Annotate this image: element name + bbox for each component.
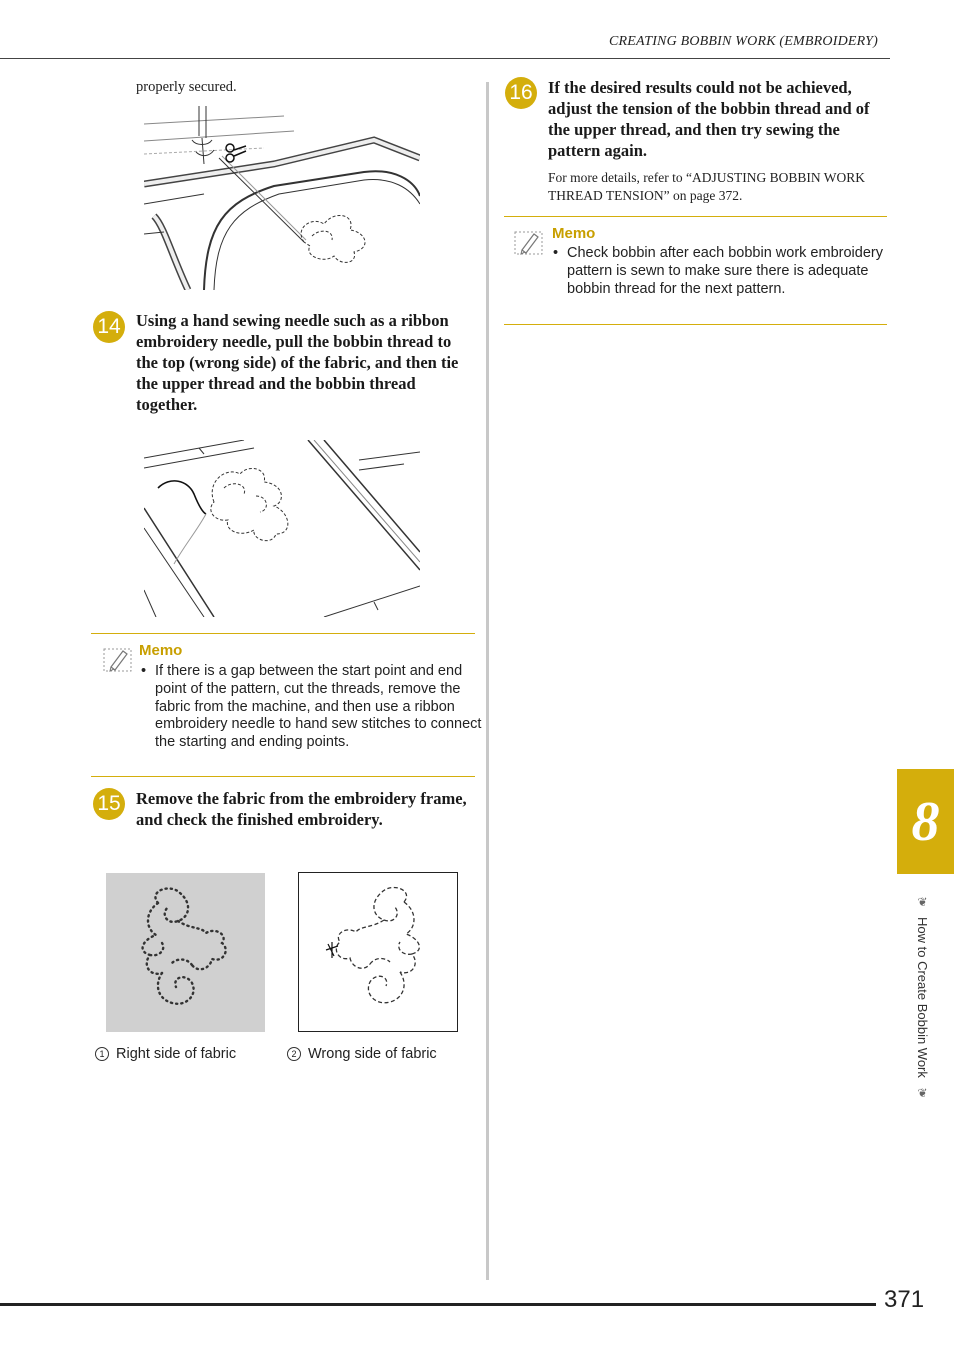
caption-right-side <box>95 1046 236 1062</box>
caption-text: Wrong side of fabric <box>308 1046 437 1062</box>
header-rule <box>0 58 890 59</box>
memo-2-item: • Check bobbin after each bobbin work embroidery pattern is sewn to make sure there is adequate bobbin thread for the next pattern. <box>553 245 883 297</box>
caption-wrong-side <box>287 1046 437 1062</box>
scissors-icon <box>226 144 246 162</box>
step-16-text: If the desired results could not be achieved, adjust the tension of the bobbin thread and of the upper thread, and then try sewing the pattern again. <box>548 78 870 160</box>
memo-1-top-rule <box>91 633 475 634</box>
memo-1-item-text: If there is a gap between the start point and end point of the pattern, cut the threads, remove the fabric from the machine, and then use a ribbon embroidery needle to hand sew stitches to connect the starting and ending points. <box>155 663 482 751</box>
memo-2-bottom-rule <box>504 324 887 325</box>
ornament-icon: ❦ <box>915 895 930 909</box>
footer-rule <box>0 1303 876 1306</box>
side-label <box>915 895 930 1100</box>
side-label-text: How to Create Bobbin Work <box>915 917 930 1078</box>
caption-text: Right side of fabric <box>116 1046 237 1062</box>
memo-2-title: Memo <box>552 225 596 242</box>
column-divider <box>486 82 489 1280</box>
step-14-text: Using a hand sewing needle such as a ribbon embroidery needle, pull the bobbin thread to the top (wrong side) of the fabric, and then tie the upper thread and the bobbin thread together. <box>136 311 459 414</box>
memo-1-bottom-rule <box>91 776 475 777</box>
step-15-badge: 15 <box>93 788 125 820</box>
step-16-detail: For more details, refer to “ADJUSTING BOBBIN WORK THREAD TENSION” on page 372. <box>548 170 865 203</box>
memo-pencil-icon <box>514 228 544 256</box>
continuation-text: properly secured. <box>136 79 237 95</box>
memo-1-title: Memo <box>139 642 183 659</box>
step-16-badge: 16 <box>505 77 537 109</box>
chapter-tab: 8 <box>897 769 954 874</box>
memo-2-top-rule <box>504 216 887 217</box>
step-14-badge: 14 <box>93 311 125 343</box>
memo-2-item-text: Check bobbin after each bobbin work embroidery pattern is sewn to make sure there is adequate bobbin thread for the next pattern. <box>567 245 883 297</box>
memo-pencil-icon <box>103 645 133 673</box>
caption-marker: 2 <box>287 1047 301 1061</box>
memo-1-item: • If there is a gap between the start point and end point of the pattern, cut the threads, remove the fabric from the machine, and then use a ribbon embroidery needle to hand sew stitches to connect the starting and ending points. <box>141 663 482 751</box>
illustration-wrong-side-fabric <box>298 872 458 1032</box>
step-15-text: Remove the fabric from the embroidery frame, and check the finished embroidery. <box>136 789 467 829</box>
illustration-machine-needle <box>144 106 420 290</box>
illustration-pull-bobbin-thread <box>144 440 420 617</box>
caption-marker: 1 <box>95 1047 109 1061</box>
illustration-right-side-fabric <box>106 873 265 1032</box>
page-number: 371 <box>884 1286 925 1313</box>
ornament-icon: ❦ <box>915 1085 930 1100</box>
running-header: CREATING BOBBIN WORK (EMBROIDERY) <box>608 34 878 49</box>
